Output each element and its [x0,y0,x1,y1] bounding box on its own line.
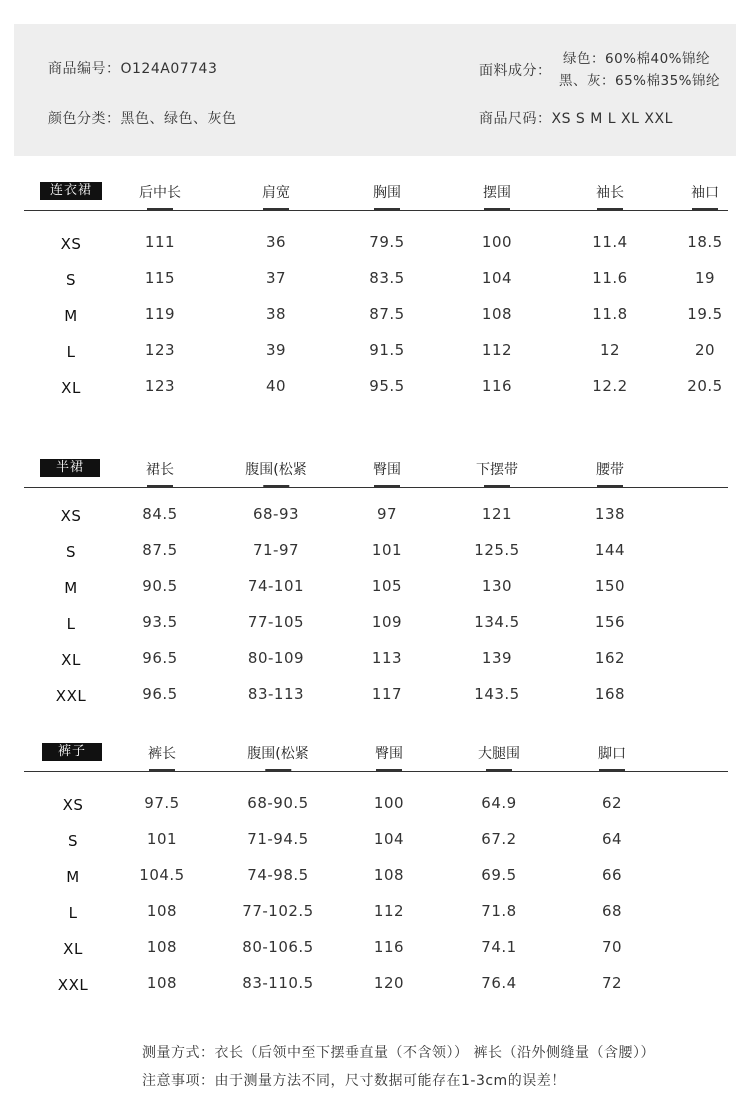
dress-size-label: XS [60,235,82,253]
skirt-column-header: 臀围 [373,459,401,479]
pants-table-cell: 108 [146,902,178,920]
product-sizes [479,108,673,128]
dress-table-cell: 83.5 [369,269,405,287]
skirt-table-cell: 109 [371,613,403,631]
skirt-table-cell: 168 [594,685,626,703]
skirt-size-label: XS [60,507,82,525]
dress-column-header: 摆围 [483,182,511,202]
dress-table-cell: 11.8 [592,305,628,323]
skirt-table-cell: 97 [376,505,398,523]
dress-column-header: 胸围 [373,182,401,202]
skirt-column-header: 腹围(松紧 [245,459,306,479]
dress-table-cell: 95.5 [369,377,405,395]
dress-size-label: XL [61,379,81,397]
dress-table-cell: 87.5 [369,305,405,323]
dress-table-cell: 91.5 [369,341,405,359]
skirt-header-rule [24,487,728,488]
skirt-table-cell: 87.5 [142,541,178,559]
skirt-column-header: 下摆带 [476,459,518,479]
dress-size-label: L [66,343,76,361]
dress-table-cell: 11.4 [592,233,628,251]
color-label: 颜色分类： [48,111,121,127]
skirt-table-cell: 130 [481,577,513,595]
skirt-table-cell: 71-97 [252,541,300,559]
pants-column-header: 腹围(松紧 [247,743,308,763]
size-value: XS S M L XL XXL [551,111,673,127]
skirt-table-cell: 117 [371,685,403,703]
dress-table-cell: 123 [144,341,176,359]
pants-table-cell: 68-90.5 [247,794,309,812]
skirt-table-cell: 113 [371,649,403,667]
pants-table-cell: 83-110.5 [242,974,314,992]
pants-table-cell: 104.5 [139,866,185,884]
pants-table-cell: 80-106.5 [242,938,314,956]
pants-section-label: 裤子 [42,743,102,761]
pants-size-label: XS [62,796,84,814]
pants-table-cell: 74-98.5 [247,866,309,884]
size-label: 商品尺码： [479,111,552,127]
pants-table-cell: 97.5 [144,794,180,812]
skirt-size-label: XL [61,651,81,669]
skirt-column-header: 裙长 [146,459,174,479]
dress-table-cell: 20 [694,341,716,359]
pants-table-cell: 108 [146,938,178,956]
measurement-method-note: 测量方式：衣长（后领中至下摆垂直量（不含领）） 裤长（沿外侧缝量（含腰）） [142,1045,655,1061]
pants-size-label: S [67,832,79,850]
skirt-table-cell: 96.5 [142,649,178,667]
product-code-value: O124A07743 [120,61,218,77]
pants-table-cell: 64 [601,830,623,848]
product-info-panel [14,24,736,156]
skirt-table-cell: 134.5 [474,613,520,631]
skirt-size-label: M [64,579,78,597]
dress-table-cell: 100 [481,233,513,251]
pants-table-cell: 71.8 [481,902,517,920]
color-value: 黑色、绿色、灰色 [120,111,237,127]
pants-table-cell: 76.4 [481,974,517,992]
dress-table-cell: 19 [694,269,716,287]
skirt-table-cell: 83-113 [247,685,305,703]
skirt-section-label: 半裙 [40,459,100,477]
pants-size-label: XL [63,940,83,958]
pants-table-cell: 112 [373,902,405,920]
dress-table-cell: 39 [265,341,287,359]
dress-table-cell: 123 [144,377,176,395]
dress-table-cell: 18.5 [687,233,723,251]
skirt-size-label: L [66,615,76,633]
dress-table-cell: 20.5 [687,377,723,395]
pants-table-cell: 77-102.5 [242,902,314,920]
dress-table-cell: 119 [144,305,176,323]
skirt-table-cell: 156 [594,613,626,631]
skirt-table-cell: 90.5 [142,577,178,595]
skirt-table-cell: 101 [371,541,403,559]
pants-table-cell: 108 [146,974,178,992]
pants-table-cell: 108 [373,866,405,884]
pants-table-cell: 104 [373,830,405,848]
fabric-line-black-grey: 黑、灰：65%棉35%锦纶 [559,73,721,89]
pants-table-cell: 68 [601,902,623,920]
skirt-table-cell: 121 [481,505,513,523]
pants-table-cell: 66 [601,866,623,884]
pants-table-cell: 69.5 [481,866,517,884]
dress-column-header: 袖口 [691,182,719,202]
skirt-table-cell: 143.5 [474,685,520,703]
product-code-label: 商品编号： [48,61,121,77]
dress-table-cell: 12.2 [592,377,628,395]
fabric-label: 面料成分： [479,63,552,79]
dress-table-cell: 38 [265,305,287,323]
product-code [48,58,217,78]
dress-table-cell: 36 [265,233,287,251]
dress-size-label: M [64,307,78,325]
caution-note: 注意事项：由于测量方法不同，尺寸数据可能存在1-3cm的误差！ [142,1073,566,1089]
dress-table-cell: 115 [144,269,176,287]
dress-section-label: 连衣裙 [40,182,102,200]
pants-table-cell: 62 [601,794,623,812]
pants-table-cell: 120 [373,974,405,992]
skirt-table-cell: 74-101 [247,577,305,595]
dress-column-header: 后中长 [139,182,181,202]
skirt-table-cell: 68-93 [252,505,300,523]
dress-table-cell: 19.5 [687,305,723,323]
dress-table-cell: 116 [481,377,513,395]
fabric-line-green: 绿色：60%棉40%锦纶 [563,51,711,67]
skirt-size-label: S [65,543,77,561]
skirt-column-header: 腰带 [596,459,624,479]
dress-table-cell: 12 [599,341,621,359]
dress-table-cell: 111 [144,233,176,251]
pants-table-cell: 71-94.5 [247,830,309,848]
pants-size-label: M [66,868,80,886]
dress-table-cell: 108 [481,305,513,323]
pants-header-rule [24,771,728,772]
skirt-table-cell: 96.5 [142,685,178,703]
skirt-table-cell: 80-109 [247,649,305,667]
pants-table-cell: 101 [146,830,178,848]
pants-column-header: 臀围 [375,743,403,763]
pants-table-cell: 67.2 [481,830,517,848]
pants-table-cell: 100 [373,794,405,812]
dress-header-rule [24,210,728,211]
pants-column-header: 大腿围 [478,743,520,763]
dress-table-cell: 79.5 [369,233,405,251]
dress-size-label: S [65,271,77,289]
dress-table-cell: 104 [481,269,513,287]
pants-table-cell: 116 [373,938,405,956]
skirt-size-label: XXL [55,687,87,705]
skirt-table-cell: 84.5 [142,505,178,523]
skirt-table-cell: 144 [594,541,626,559]
pants-column-header: 裤长 [148,743,176,763]
pants-table-cell: 74.1 [481,938,517,956]
pants-column-header: 脚口 [598,743,626,763]
dress-column-header: 肩宽 [262,182,290,202]
dress-column-header: 袖长 [596,182,624,202]
dress-table-cell: 112 [481,341,513,359]
pants-size-label: L [68,904,78,922]
skirt-table-cell: 162 [594,649,626,667]
pants-size-label: XXL [57,976,89,994]
skirt-table-cell: 93.5 [142,613,178,631]
skirt-table-cell: 150 [594,577,626,595]
product-colors [48,108,237,128]
skirt-table-cell: 105 [371,577,403,595]
skirt-table-cell: 139 [481,649,513,667]
skirt-table-cell: 138 [594,505,626,523]
dress-table-cell: 40 [265,377,287,395]
pants-table-cell: 70 [601,938,623,956]
skirt-table-cell: 77-105 [247,613,305,631]
pants-table-cell: 72 [601,974,623,992]
dress-table-cell: 11.6 [592,269,628,287]
pants-table-cell: 64.9 [481,794,517,812]
skirt-table-cell: 125.5 [474,541,520,559]
dress-table-cell: 37 [265,269,287,287]
